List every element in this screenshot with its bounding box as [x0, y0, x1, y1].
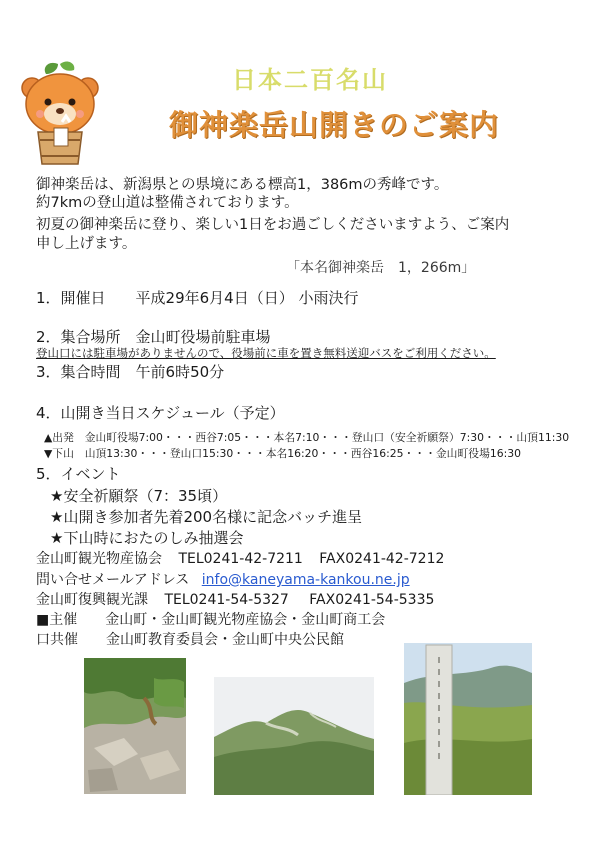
- mountain-alt-name: 「本名御神楽岳 1，266m」: [286, 260, 476, 276]
- event-subtitle: 日本二百名山: [232, 66, 388, 94]
- intro-line-3: 初夏の御神楽岳に登り、楽しい1日をお過ごしくださいますよう、ご案内: [36, 217, 510, 233]
- mascot-illustration: [18, 58, 104, 168]
- photo-rocky-trail: [84, 658, 186, 794]
- contact-department: [36, 589, 434, 609]
- meeting-note: 登山口には駐車場がありませんので、役場前に車を置き無料送迎バスをご利用ください。: [36, 346, 496, 360]
- section-schedule-title: 4．山開き当日スケジュール（予定）: [36, 404, 285, 422]
- department-tel: TEL0241-54-5327: [164, 592, 289, 608]
- department-name: 金山町復興観光課: [36, 592, 148, 608]
- department-fax: FAX0241-54-5335: [309, 592, 435, 608]
- contact-email-row: [36, 569, 410, 589]
- cohost-organizers: 口共催 金山町教育委員会・金山町中央公民館: [36, 632, 344, 648]
- association-fax: FAX0241-42-7212: [319, 551, 445, 567]
- schedule-descent: ▼下山 山頂13:30・・・登山口15:30・・・本名16:20・・・西谷16:25・・・金山町役場16:30: [44, 447, 521, 460]
- section-meeting-place: 2．集合場所 金山町役場前駐車場: [36, 328, 271, 346]
- email-label: 問い合せメールアドレス: [36, 572, 190, 588]
- photo-summit-marker: [404, 643, 532, 795]
- page-title: 御神楽岳山開きのご案内: [168, 108, 499, 142]
- intro-line-4: 申し上げます。: [36, 236, 137, 252]
- section-events-title: 5．イベント: [36, 465, 121, 483]
- photo-mountain-ridge: [214, 677, 374, 795]
- intro-line-2: 約7kmの登山道は整備されております。: [36, 195, 299, 211]
- association-tel: TEL0241-42-7211: [178, 551, 303, 567]
- schedule-ascent: ▲出発 金山町役場7:00・・・西谷7:05・・・本名7:10・・・登山口（安全祈願祭）7:30・・・山頂11:30: [44, 431, 570, 444]
- email-link[interactable]: info@kaneyama-kankou.ne.jp: [201, 572, 410, 588]
- host-organizers: ■主催 金山町・金山町観光物産協会・金山町商工会: [36, 612, 386, 628]
- event-item: ★下山時におたのしみ抽選会: [50, 529, 244, 547]
- association-name: 金山町観光物産協会: [36, 551, 162, 567]
- contact-association: [36, 548, 444, 568]
- event-item: ★山開き参加者先着200名様に記念バッチ進呈: [50, 508, 363, 526]
- section-meeting-time: 3．集合時間 午前6時50分: [36, 363, 225, 381]
- intro-line-1: 御神楽岳は、新潟県との県境にある標高1，386mの秀峰です。: [36, 177, 449, 193]
- event-item: ★安全祈願祭（7：35頃）: [50, 487, 228, 505]
- section-date: 1．開催日 平成29年6月4日（日） 小雨決行: [36, 289, 359, 307]
